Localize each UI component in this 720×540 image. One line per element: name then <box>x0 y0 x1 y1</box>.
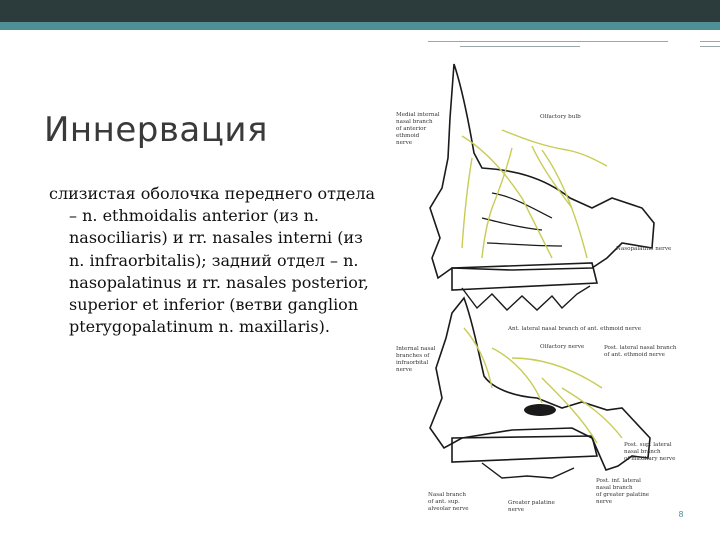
palate-top <box>452 263 597 290</box>
label-nasal-branch-alveolar: Nasal branch of ant. sup. alveolar nerve <box>428 492 469 512</box>
turbinates-top <box>482 193 562 246</box>
label-nasopalatine-nerve: Nasopalatine nerve <box>616 246 672 252</box>
label-ant-lateral-nasal: Ant. lateral nasal branch of ant. ethmoid nerve <box>508 326 642 332</box>
nerve-fibers-top <box>462 130 607 258</box>
decor-line <box>700 41 720 42</box>
label-greater-palatine: Greater palatine nerve <box>508 500 555 513</box>
teeth-top <box>462 286 590 310</box>
header-band-dark <box>0 0 720 22</box>
lower-diagram <box>396 298 678 513</box>
header-band-accent <box>0 22 720 30</box>
label-post-sup-lateral: Post. sup. lateral nasal branch of maxillary nerve <box>624 442 676 462</box>
decor-line <box>428 41 668 42</box>
nasal-cavity-innervation-figure <box>392 58 692 528</box>
teeth-bottom <box>482 463 574 478</box>
label-olfactory-bulb: Olfactory bulb <box>540 114 581 120</box>
label-post-inf-lateral: Post. inf. lateral nasal branch of greater palatine nerve <box>596 478 650 505</box>
skull-outline-bottom <box>430 298 650 470</box>
slide-body-text: слизистая оболочка переднего отдела – n. ethmoidalis anterior (из n. nasociliaris) и rr. nasales interni (из n. infraorbitalis); задний отдел – n. nasopalatinus и rr. nasales posterior, superior et inferior (ветви ganglion pterygopalatinum n. maxillaris). <box>49 184 376 337</box>
decor-line <box>700 46 720 47</box>
label-olfactory-nerve: Olfactory nerve <box>540 344 585 350</box>
turbinate-dark <box>524 404 556 416</box>
palate-bottom <box>452 436 597 462</box>
slide-title: Иннервация <box>44 110 268 150</box>
label-internal-nasal-branches: Internal nasal branches of infraorbital nerve <box>396 346 436 373</box>
upper-diagram <box>396 64 672 310</box>
label-medial-internal-nasal: Medial internal nasal branch of anterior ethmoid nerve <box>396 112 440 146</box>
label-post-lateral-nasal: Post. lateral nasal branch of ant. ethmoid nerve <box>604 345 677 358</box>
slide-number: 8 <box>678 510 684 519</box>
decor-line <box>460 46 580 47</box>
